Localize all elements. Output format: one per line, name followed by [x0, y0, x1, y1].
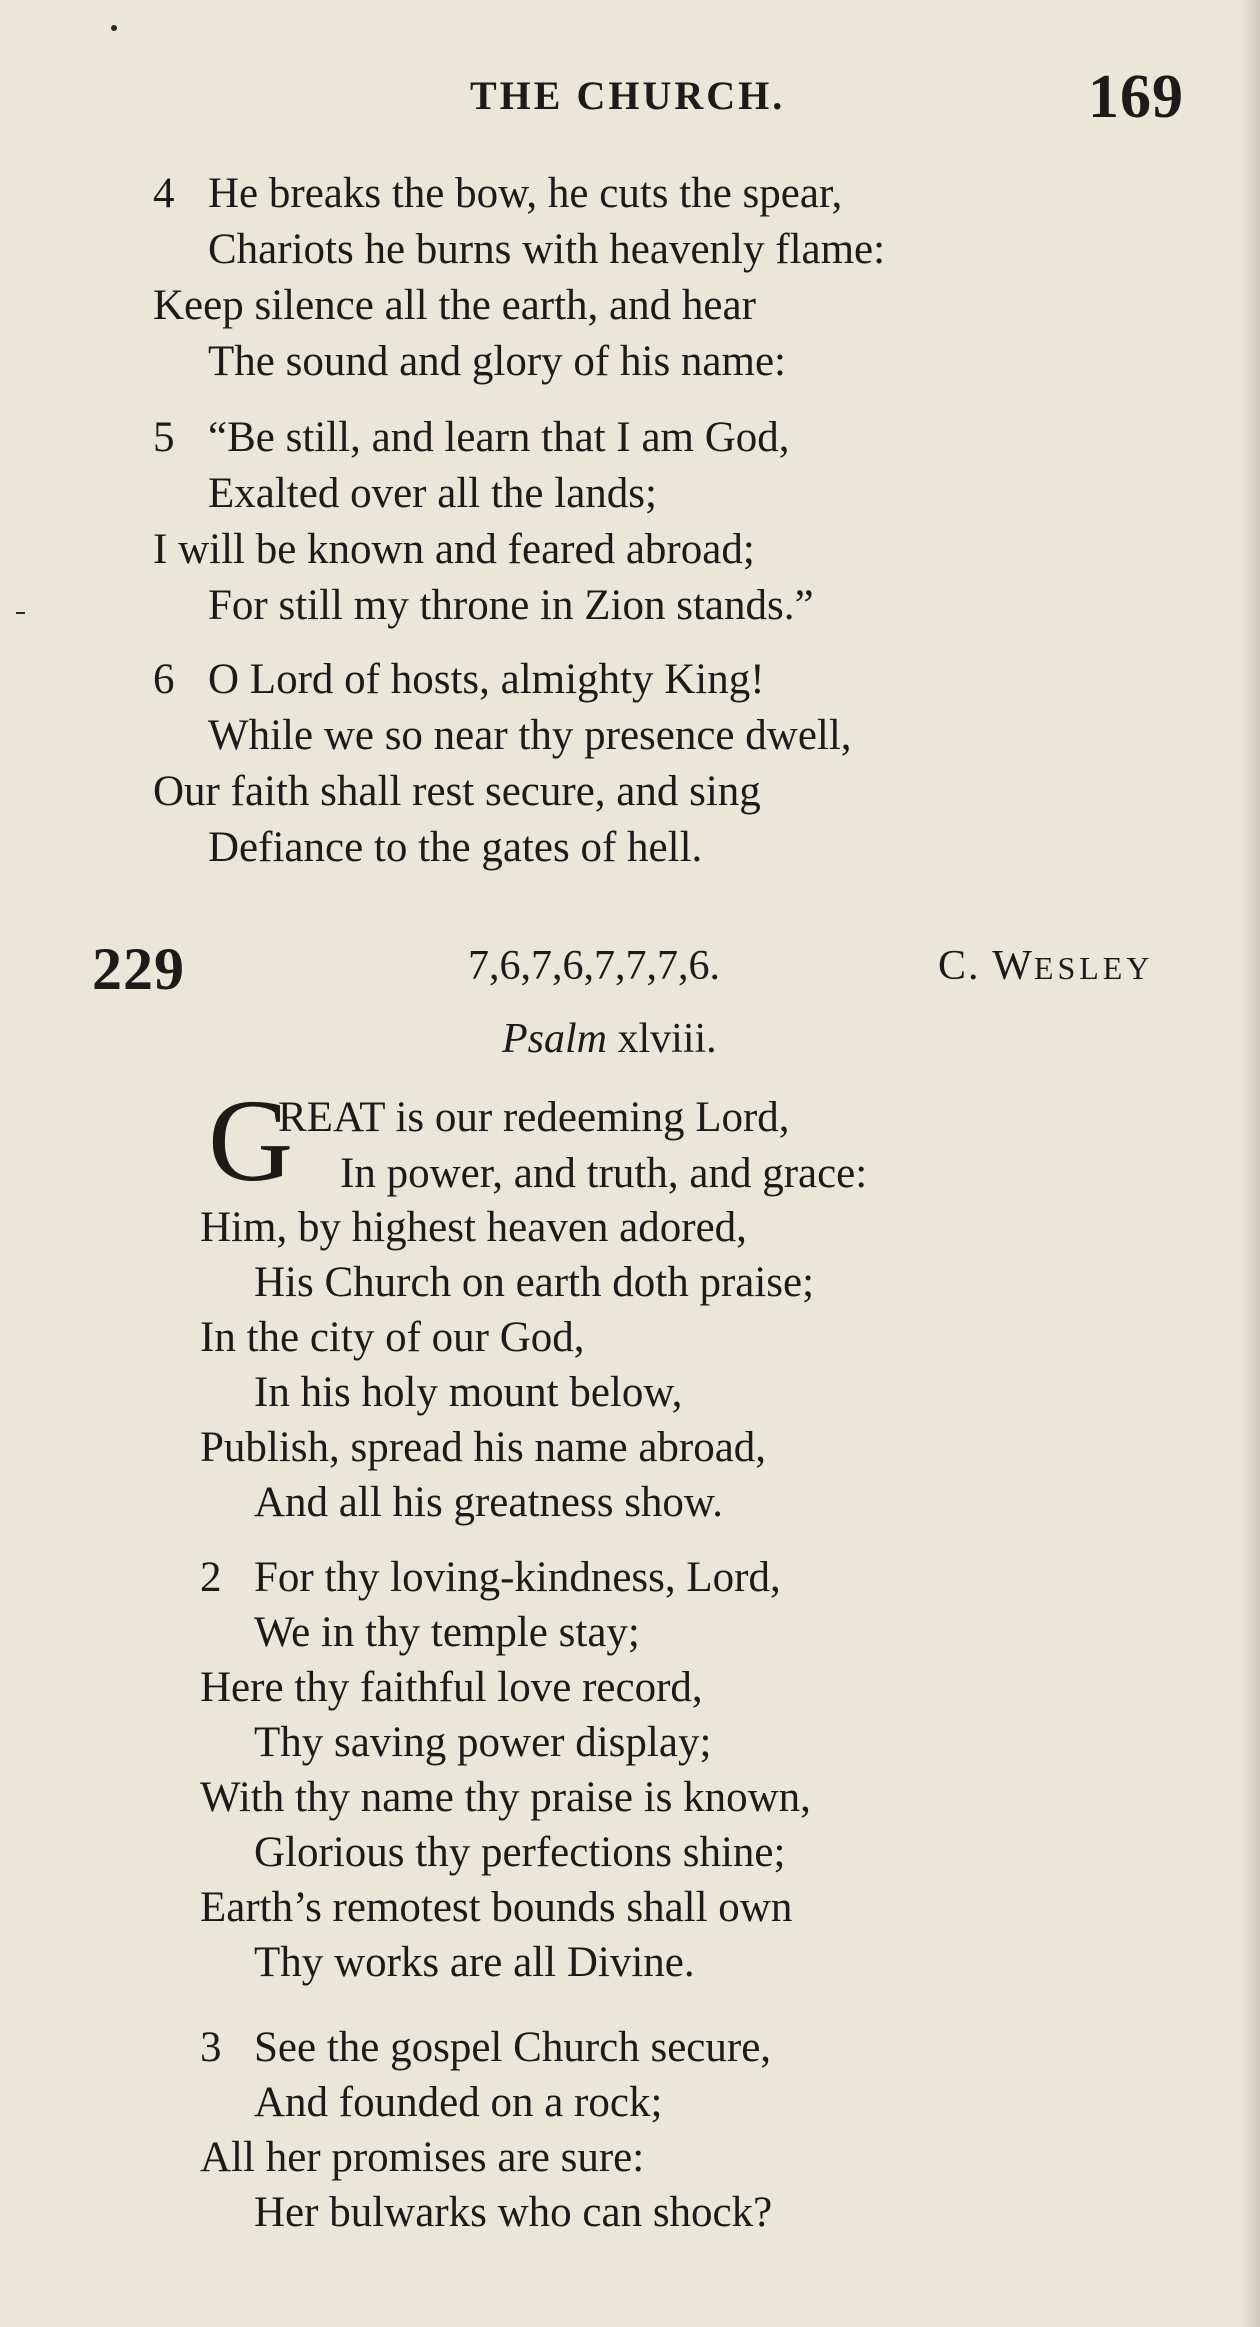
verse-line: The sound and glory of his name:	[208, 338, 787, 385]
running-title: THE CHURCH.	[470, 73, 786, 118]
ink-speck	[111, 25, 117, 31]
verse-line: Here thy faithful love record,	[200, 1664, 703, 1711]
hymn-number: 229	[92, 936, 185, 1002]
verse-line: With thy name thy praise is known,	[200, 1774, 811, 1821]
verse-line: We in thy temple stay;	[254, 1609, 640, 1656]
verse-line: “Be still, and learn that I am God,	[208, 414, 790, 461]
verse-line: In power, and truth, and grace:	[340, 1150, 868, 1197]
verse-line: I will be known and feared abroad;	[153, 526, 755, 573]
verse-line: Defiance to the gates of hell.	[208, 824, 703, 871]
subtitle-roman: xlviii.	[617, 1016, 717, 1062]
verse-line: He breaks the bow, he cuts the spear,	[208, 170, 843, 217]
verse-line: Exalted over all the lands;	[208, 470, 657, 517]
author-surname: ESLEY	[1033, 950, 1154, 986]
stanza-number: 2	[200, 1554, 222, 1601]
stanza-number: 6	[153, 656, 175, 703]
subtitle-italic: Psalm	[502, 1016, 607, 1062]
verse-line: And founded on a rock;	[254, 2079, 663, 2126]
hymn-subtitle	[0, 1015, 1260, 1063]
drop-cap: G	[208, 1075, 294, 1206]
verse-line: In the city of our God,	[200, 1314, 585, 1361]
stanza-number: 5	[153, 414, 175, 461]
verse-line: Keep silence all the earth, and hear	[153, 282, 756, 329]
verse-line: Our faith shall rest secure, and sing	[153, 768, 761, 815]
verse-line: Glorious thy perfections shine;	[254, 1829, 786, 1876]
verse-line: Chariots he burns with heavenly flame:	[208, 226, 886, 273]
verse-line: All her promises are sure:	[200, 2134, 645, 2181]
page-number: 169	[1088, 63, 1184, 131]
hymn-author	[938, 942, 1153, 990]
verse-line: Thy works are all Divine.	[254, 1939, 695, 1986]
author-initial: C. W	[938, 943, 1034, 989]
verse-line: For thy loving-kindness, Lord,	[254, 1554, 781, 1601]
stanza-number: 4	[153, 170, 175, 217]
verse-line: Him, by highest heaven adored,	[200, 1204, 747, 1251]
hymn-meter: 7,6,7,6,7,7,7,6.	[468, 943, 720, 989]
verse-line: In his holy mount below,	[254, 1369, 683, 1416]
verse-line: O Lord of hosts, almighty King!	[208, 656, 765, 703]
verse-line: While we so near thy presence dwell,	[208, 712, 852, 759]
verse-line: REAT is our redeeming Lord,	[278, 1094, 790, 1141]
verse-line: Publish, spread his name abroad,	[200, 1424, 767, 1471]
verse-line: Thy saving power display;	[254, 1719, 712, 1766]
verse-line: Her bulwarks who can shock?	[254, 2189, 773, 2236]
verse-line: And all his greatness show.	[254, 1479, 723, 1526]
margin-tick	[16, 612, 25, 614]
stanza-number: 3	[200, 2024, 222, 2071]
verse-line: His Church on earth doth praise;	[254, 1259, 815, 1306]
verse-line: For still my throne in Zion stands.”	[208, 582, 814, 629]
verse-line: See the gospel Church secure,	[254, 2024, 772, 2071]
verse-line: Earth’s remotest bounds shall own	[200, 1884, 793, 1931]
